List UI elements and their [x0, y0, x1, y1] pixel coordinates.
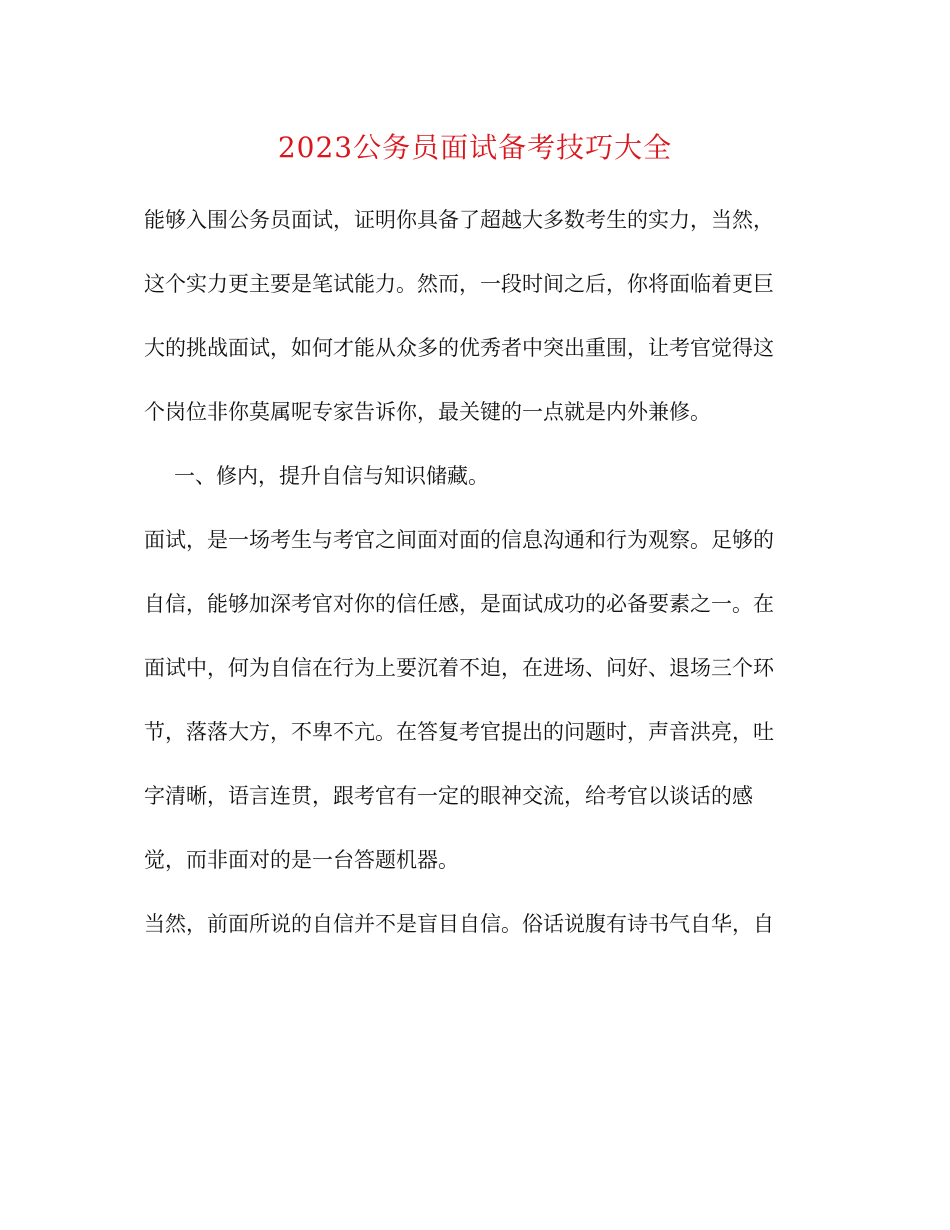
document-title: 2023公务员面试备考技巧大全 — [277, 131, 673, 164]
text-line: 当然，前面所说的自信并不是盲目自信。俗话说腹有诗书气自华，自 — [144, 912, 774, 936]
document-body — [144, 188, 809, 956]
text-line: 个岗位非你莫属呢专家告诉你，最关键的一点就是内外兼修。 — [144, 400, 711, 424]
text-line: 节，落落大方，不卑不亢。在答复考官提出的问题时，声音洪亮，吐 — [144, 720, 774, 744]
text-line: 面试中，何为自信在行为上要沉着不迫，在进场、问好、退场三个环 — [144, 656, 774, 680]
section-heading: 一、修内，提升自信与知识储藏。 — [174, 464, 489, 488]
text-line: 能够入围公务员面试，证明你具备了超越大多数考生的实力，当然， — [144, 208, 774, 232]
text-line: 面试，是一场考生与考官之间面对面的信息沟通和行为观察。足够的 — [144, 528, 774, 552]
text-line: 字清晰，语言连贯，跟考官有一定的眼神交流，给考官以谈话的感 — [144, 784, 753, 808]
text-line: 这个实力更主要是笔试能力。然而，一段时间之后，你将面临着更巨 — [144, 272, 774, 296]
text-line: 觉，而非面对的是一台答题机器。 — [144, 848, 459, 872]
text-line: 自信，能够加深考官对你的信任感，是面试成功的必备要素之一。在 — [144, 592, 774, 616]
text-line: 大的挑战面试，如何才能从众多的优秀者中突出重围，让考官觉得这 — [144, 336, 774, 360]
